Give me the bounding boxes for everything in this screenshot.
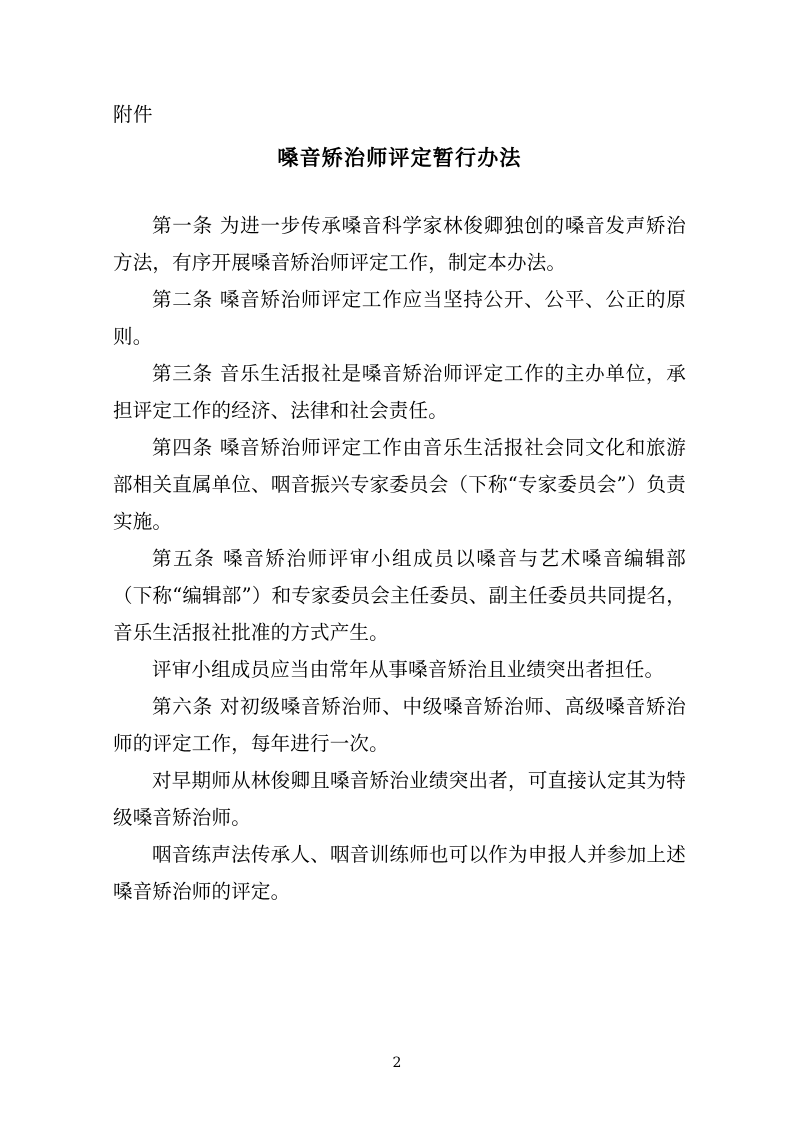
paragraph: 咽音练声法传承人、咽音训练师也可以作为申报人并参加上述嗓音矫治师的评定。 (113, 842, 686, 903)
paragraph: 评审小组成员应当由常年从事嗓音矫治且业绩突出者担任。 (152, 657, 665, 681)
attachment-label: 附件 (113, 103, 154, 126)
paragraph: 对早期师从林俊卿且嗓音矫治业绩突出者，可直接认定其为特级嗓音矫治师。 (113, 768, 686, 829)
paragraph: 第五条 嗓音矫治师评审小组成员以嗓音与艺术嗓音编辑部（下称“编辑部”）和专家委员会主任委员、副主任委员共同提名，音乐生活报社批准的方式产生。 (113, 546, 686, 644)
paragraph: 第三条 音乐生活报社是嗓音矫治师评定工作的主办单位，承担评定工作的经济、法律和社会责任。 (113, 361, 686, 422)
paragraph: 第二条 嗓音矫治师评定工作应当坚持公开、公平、公正的原则。 (113, 287, 686, 348)
page-number: 2 (392, 1055, 402, 1071)
document-title: 嗓音矫治师评定暂行办法 (277, 145, 522, 171)
paragraph: 第六条 对初级嗓音矫治师、中级嗓音矫治师、高级嗓音矫治师的评定工作，每年进行一次。 (113, 694, 686, 755)
paragraph: 第四条 嗓音矫治师评定工作由音乐生活报社会同文化和旅游部相关直属单位、咽音振兴专家委员会（下称“专家委员会”）负责实施。 (113, 435, 686, 533)
paragraph: 第一条 为进一步传承嗓音科学家林俊卿独创的嗓音发声矫治方法，有序开展嗓音矫治师评定工作，制定本办法。 (113, 213, 686, 274)
document-body (113, 207, 686, 910)
